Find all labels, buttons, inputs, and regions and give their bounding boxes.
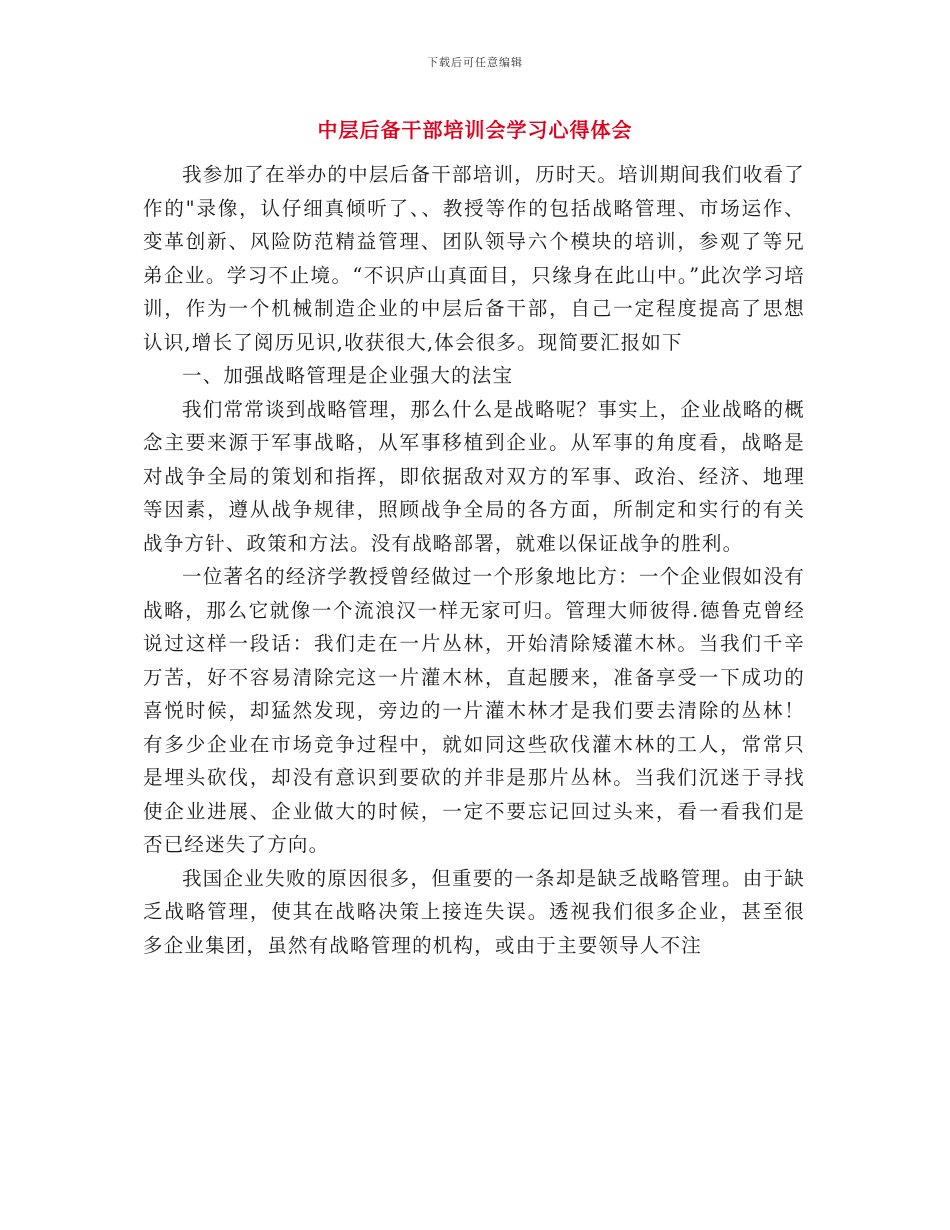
document-title: 中层后备干部培训会学习心得体会 bbox=[317, 118, 633, 142]
paragraph-failure-reasons: 我国企业失败的原因很多，但重要的一条却是缺乏战略管理。由于缺乏战略管理，使其在战略决策上接连失误。透视我们很多企业，甚至很多企业集团，虽然有战略管理的机构，或由于主要领导人不注 bbox=[143, 866, 805, 957]
paragraph-drucker-analogy: 一位著名的经济学教授曾经做过一个形象地比方：一个企业假如没有战略，那么它就像一个流浪汉一样无家可归。管理大师彼得.德鲁克曾经说过这样一段话：我们走在一片丛林，开始清除矮灌木林。当我们千辛万苦，好不容易清除完这一片灌木林，直起腰来，准备享受一下成功的喜悦时候，却猛然发现，旁边的一片灌木林才是我们要去清除的丛林！有多少企业在市场竞争过程中，就如同这些砍伐灌木林的工人，常常只是埋头砍伐，却没有意识到要砍的并非是那片丛林。当我们沉迷于寻找使企业进展、企业做大的时候，一定不要忘记回过头来，看一看我们是否已经迷失了方向。 bbox=[143, 565, 805, 856]
header-note: 下载后可任意编辑 bbox=[427, 56, 523, 69]
section-heading: 一、加强战略管理是企业强大的法宝 bbox=[182, 364, 514, 387]
paragraph-strategy-definition: 我们常常谈到战略管理，那么什么是战略呢？事实上，企业战略的概念主要来源于军事战略，从军事移植到企业。从军事的角度看，战略是对战争全局的策划和指挥，即依据敌对双方的军事、政治、经济、地理等因素，遵从战争规律，照顾战争全局的各方面，所制定和实行的有关战争方针、政策和方法。没有战略部署，就难以保证战争的胜利。 bbox=[143, 397, 805, 555]
paragraph-intro: 我参加了在举办的中层后备干部培训，历时天。培训期间我们收看了作的"录像，认仔细真倾听了、、教授等作的包括战略管理、市场运作、变革创新、风险防范精益管理、团队领导六个模块的培训，参观了等兄弟企业。学习不止境。“不识庐山真面目，只缘身在此山中。”此次学习培训，作为一个机械制造企业的中层后备干部，自己一定程度提高了思想认识,增长了阅历见识,收获很大,体会很多。现简要汇报如下 bbox=[143, 163, 805, 354]
document-body bbox=[143, 158, 805, 962]
